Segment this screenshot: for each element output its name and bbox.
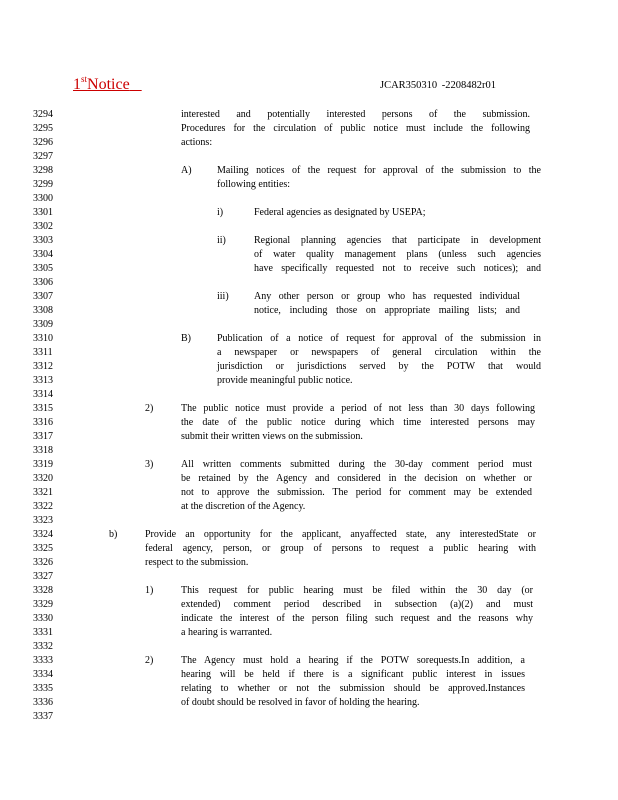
line-number: 3336 (33, 697, 53, 708)
line-number: 3333 (33, 655, 53, 666)
notice-heading: 1stNotice (73, 74, 130, 93)
text-line: Mailing notices of the request for approval of the submission to the (217, 165, 541, 176)
line-number: 3307 (33, 291, 53, 302)
line-number: 3319 (33, 459, 53, 470)
line-number: 3303 (33, 235, 53, 246)
line-number: 3316 (33, 417, 53, 428)
text-line: All written comments submitted during the 30-day comment period must (181, 459, 532, 470)
item-label: 1) (145, 585, 154, 596)
item-label: B) (181, 333, 191, 344)
line-number: 3332 (33, 641, 53, 652)
line-number: 3300 (33, 193, 53, 204)
text-line: interested and potentially interested persons of the submission. (181, 109, 530, 120)
line-number: 3296 (33, 137, 53, 148)
line-number: 3311 (33, 347, 53, 358)
text-line: hearing will be held if there is a significant public interest in issues (181, 669, 525, 680)
line-number: 3304 (33, 249, 53, 260)
text-line: actions: (181, 137, 213, 148)
line-number: 3299 (33, 179, 53, 190)
text-line: have specifically requested not to receive such notices); and (254, 263, 541, 274)
line-number: 3294 (33, 109, 53, 120)
item-label: iii) (217, 291, 229, 302)
text-line: be retained by the Agency and considered in the decision on whether or (181, 473, 532, 484)
line-number: 3326 (33, 557, 53, 568)
line-number: 3328 (33, 585, 53, 596)
line-number: 3334 (33, 669, 53, 680)
line-number: 3297 (33, 151, 53, 162)
line-number: 3295 (33, 123, 53, 134)
line-number: 3337 (33, 711, 53, 722)
text-line: indicate the interest of the person filing such request and the reasons why (181, 613, 533, 624)
text-line: relating to whether or not the submission should be approved.Instances (181, 683, 525, 694)
line-number: 3335 (33, 683, 53, 694)
line-number: 3320 (33, 473, 53, 484)
text-line: respect to the submission. (145, 557, 249, 568)
item-label: 3) (145, 459, 154, 470)
text-line: following entities: (217, 179, 291, 190)
text-line: a hearing is warranted. (181, 627, 273, 638)
text-line: Regional planning agencies that participate in development (254, 235, 541, 246)
line-number: 3329 (33, 599, 53, 610)
line-number: 3302 (33, 221, 53, 232)
line-number: 3308 (33, 305, 53, 316)
text-line: submit their written views on the submission. (181, 431, 363, 442)
item-label: i) (217, 207, 224, 218)
text-line: Federal agencies as designated by USEPA; (254, 207, 426, 218)
line-number: 3331 (33, 627, 53, 638)
item-label: A) (181, 165, 192, 176)
line-number: 3330 (33, 613, 53, 624)
text-line: Any other person or group who has requested individual (254, 291, 520, 302)
text-line: the date of the public notice during which time interested persons may (181, 417, 535, 428)
line-number: 3321 (33, 487, 53, 498)
text-line: of doubt should be resolved in favor of holding the hearing. (181, 697, 420, 708)
line-number: 3323 (33, 515, 53, 526)
line-number: 3298 (33, 165, 53, 176)
document-id: JCAR350310 -2208482r01 (380, 80, 497, 91)
item-label: b) (109, 529, 118, 540)
line-number: 3315 (33, 403, 53, 414)
line-number: 3327 (33, 571, 53, 582)
text-line: provide meaningful public notice. (217, 375, 353, 386)
line-number: 3322 (33, 501, 53, 512)
text-line: This request for public hearing must be filed within the 30 day (or (181, 585, 533, 596)
text-line: Procedures for the circulation of public notice must include the following (181, 123, 530, 134)
text-line: federal agency, person, or group of persons to request a public hearing with (145, 543, 536, 554)
text-line: Provide an opportunity for the applicant, anyaffected state, any interestedState or (145, 529, 536, 540)
line-number: 3314 (33, 389, 53, 400)
line-number: 3318 (33, 445, 53, 456)
item-label: ii) (217, 235, 226, 246)
line-number: 3305 (33, 263, 53, 274)
item-label: 2) (145, 655, 154, 666)
text-line: notice, including those on appropriate mailing lists; and (254, 305, 520, 316)
line-number: 3310 (33, 333, 53, 344)
text-line: Publication of a notice of request for approval of the submission in (217, 333, 541, 344)
text-line: The Agency must hold a hearing if the POTW sorequests.In addition, a (181, 655, 525, 666)
line-number: 3324 (33, 529, 53, 540)
text-line: a newspaper or newspapers of general circulation within the (217, 347, 541, 358)
text-line: at the discretion of the Agency. (181, 501, 306, 512)
line-number: 3313 (33, 375, 53, 386)
text-line: of water quality management plans (unless such agencies (254, 249, 541, 260)
line-number: 3317 (33, 431, 53, 442)
line-number: 3301 (33, 207, 53, 218)
text-line: extended) comment period described in subsection (a)(2) and must (181, 599, 533, 610)
line-number: 3306 (33, 277, 53, 288)
line-number: 3309 (33, 319, 53, 330)
line-number: 3325 (33, 543, 53, 554)
text-line: not to approve the submission. The period for comment may be extended (181, 487, 532, 498)
text-line: jurisdiction or jurisdictions served by the POTW that would (217, 361, 541, 372)
line-number: 3312 (33, 361, 53, 372)
item-label: 2) (145, 403, 154, 414)
text-line: The public notice must provide a period of not less than 30 days following (181, 403, 535, 414)
